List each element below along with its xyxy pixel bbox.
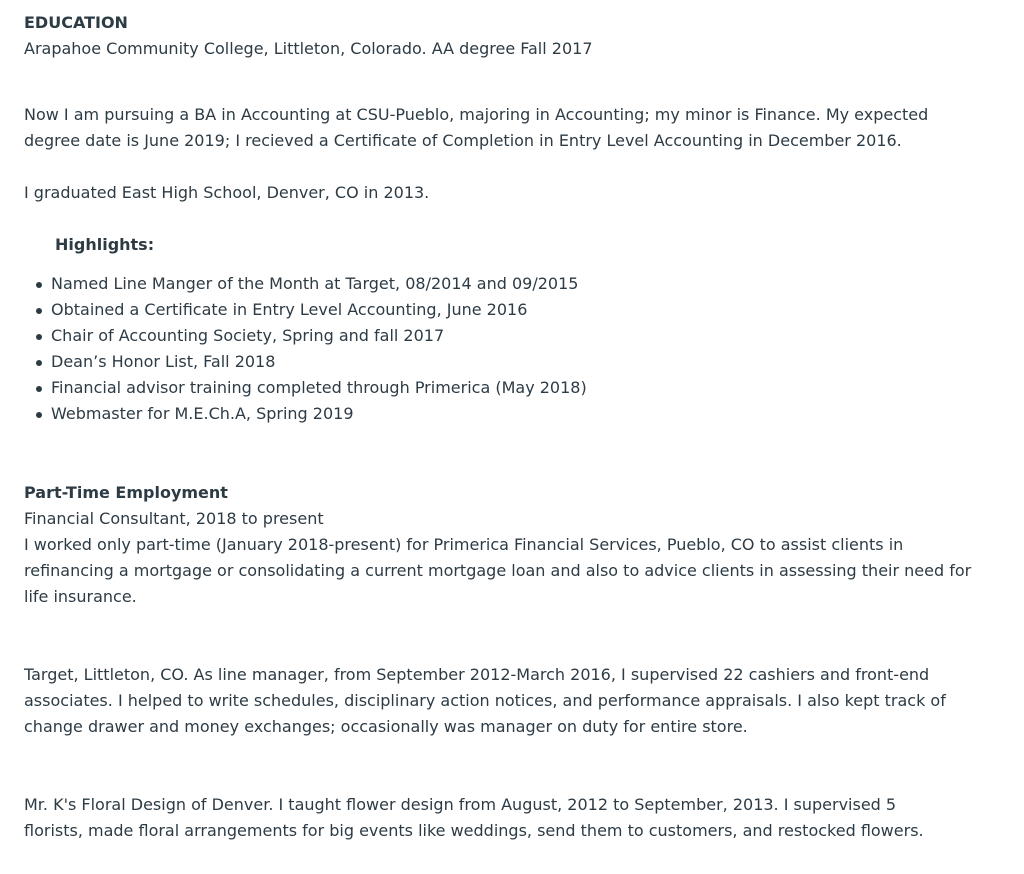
employment-heading xyxy=(24,480,924,506)
target-line: change drawer and money exchanges; occasionally was manager on duty for entire store. xyxy=(24,717,748,736)
highlight-item: Chair of Accounting Society, Spring and fall 2017 xyxy=(24,323,924,349)
target-description xyxy=(24,662,946,740)
consultant-line: life insurance. xyxy=(24,587,137,606)
floral-line: florists, made floral arrangements for big events like weddings, send them to customers, and restocked flowers. xyxy=(24,821,924,840)
education-heading-text: EDUCATION xyxy=(24,13,128,32)
consultant-line: refinancing a mortgage or consolidating a current mortgage loan and also to advice clients in assessing their need for xyxy=(24,561,972,580)
highlight-item: Named Line Manger of the Month at Target, 08/2014 and 09/2015 xyxy=(24,271,924,297)
highlights-heading-text: Highlights: xyxy=(55,235,155,254)
education-college xyxy=(24,36,924,62)
highlights-heading xyxy=(55,232,955,258)
employment-heading-text: Part-Time Employment xyxy=(24,483,228,502)
highlight-item: Obtained a Certificate in Entry Level Accounting, June 2016 xyxy=(24,297,924,323)
high-school-paragraph xyxy=(24,180,924,206)
target-line: associates. I helped to write schedules, disciplinary action notices, and performance appraisals. I also kept track of xyxy=(24,691,946,710)
floral-line: Mr. K's Floral Design of Denver. I taught flower design from August, 2012 to September, 2013. I supervised 5 xyxy=(24,795,897,814)
consultant-role-text: Financial Consultant, 2018 to present xyxy=(24,509,324,528)
target-line: Target, Littleton, CO. As line manager, from September 2012-March 2016, I supervised 22 cashiers and front-end xyxy=(24,665,930,684)
floral-description xyxy=(24,792,924,844)
consultant-line: I worked only part-time (January 2018-present) for Primerica Financial Services, Pueblo, CO to assist clients in xyxy=(24,535,904,554)
consultant-description xyxy=(24,532,972,610)
consultant-role xyxy=(24,506,924,532)
college-text: Arapahoe Community College, Littleton, Colorado. AA degree Fall 2017 xyxy=(24,39,593,58)
ba-paragraph xyxy=(24,102,929,154)
ba-line: Now I am pursuing a BA in Accounting at CSU-Pueblo, majoring in Accounting; my minor is Finance. My expected xyxy=(24,105,929,124)
high-school-text: I graduated East High School, Denver, CO in 2013. xyxy=(24,183,430,202)
education-heading xyxy=(24,10,924,36)
highlights-list xyxy=(24,271,924,427)
highlight-item: Financial advisor training completed through Primerica (May 2018) xyxy=(24,375,924,401)
highlight-item: Dean’s Honor List, Fall 2018 xyxy=(24,349,924,375)
ba-line: degree date is June 2019; I recieved a Certificate of Completion in Entry Level Accounting in December 2016. xyxy=(24,131,902,150)
highlight-item: Webmaster for M.E.Ch.A, Spring 2019 xyxy=(24,401,924,427)
